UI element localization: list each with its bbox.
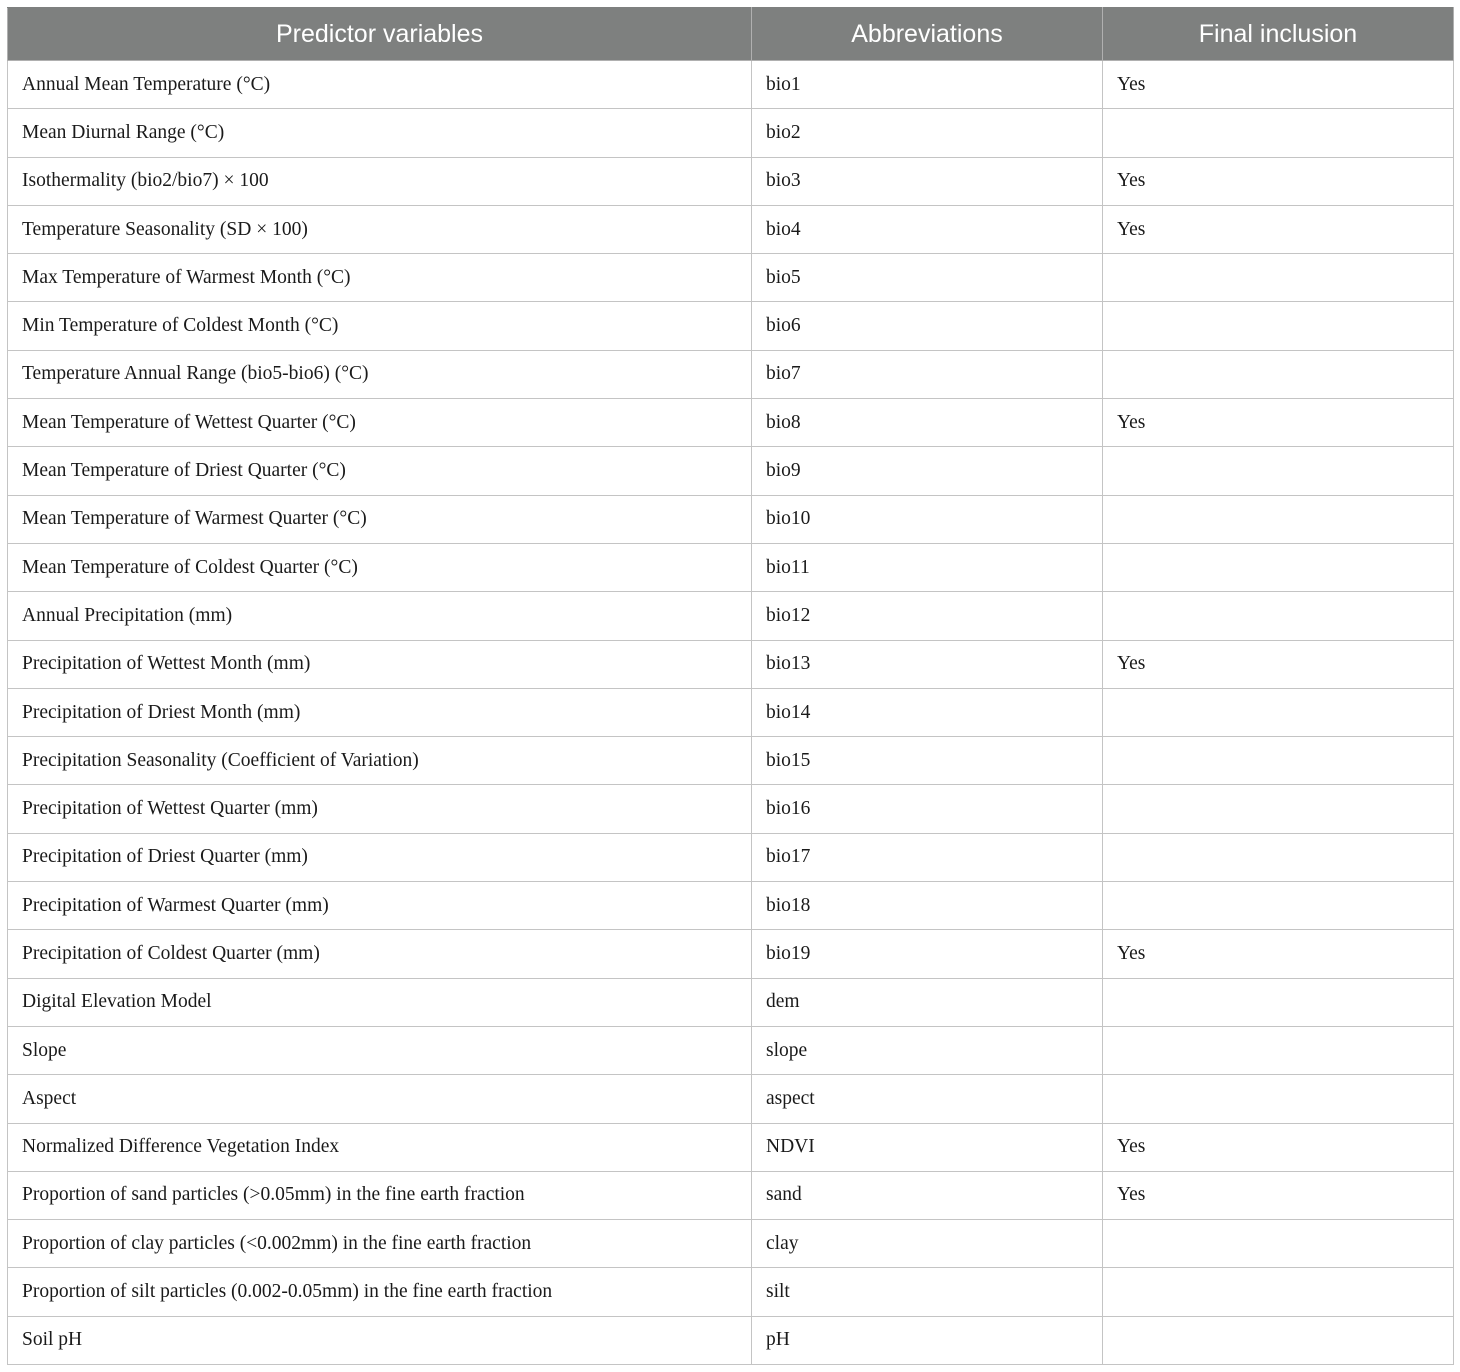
- cell-abbreviation: clay: [752, 1220, 1103, 1268]
- cell-abbreviation: aspect: [752, 1075, 1103, 1123]
- cell-final-inclusion: [1103, 978, 1454, 1026]
- cell-predictor-variable: Min Temperature of Coldest Month (°C): [8, 302, 752, 350]
- cell-predictor-variable: Proportion of silt particles (0.002-0.05mm) in the fine earth fraction: [8, 1268, 752, 1316]
- cell-abbreviation: bio11: [752, 543, 1103, 591]
- cell-predictor-variable: Precipitation of Warmest Quarter (mm): [8, 882, 752, 930]
- table-row: [8, 640, 1454, 688]
- table-row: [8, 688, 1454, 736]
- cell-predictor-variable: Proportion of clay particles (<0.002mm) in the fine earth fraction: [8, 1220, 752, 1268]
- table-row: [8, 978, 1454, 1026]
- cell-final-inclusion: Yes: [1103, 205, 1454, 253]
- cell-final-inclusion: [1103, 109, 1454, 157]
- cell-predictor-variable: Soil pH: [8, 1316, 752, 1364]
- cell-abbreviation: slope: [752, 1026, 1103, 1074]
- cell-predictor-variable: Aspect: [8, 1075, 752, 1123]
- cell-predictor-variable: Annual Precipitation (mm): [8, 592, 752, 640]
- table-row: [8, 1220, 1454, 1268]
- cell-abbreviation: bio14: [752, 688, 1103, 736]
- cell-predictor-variable: Temperature Seasonality (SD × 100): [8, 205, 752, 253]
- cell-abbreviation: NDVI: [752, 1123, 1103, 1171]
- cell-abbreviation: dem: [752, 978, 1103, 1026]
- cell-final-inclusion: [1103, 254, 1454, 302]
- table-row: [8, 930, 1454, 978]
- cell-abbreviation: bio8: [752, 399, 1103, 447]
- cell-predictor-variable: Normalized Difference Vegetation Index: [8, 1123, 752, 1171]
- table-row: [8, 254, 1454, 302]
- header-abbreviations: Abbreviations: [752, 8, 1103, 61]
- cell-abbreviation: bio16: [752, 785, 1103, 833]
- cell-final-inclusion: [1103, 350, 1454, 398]
- cell-abbreviation: bio7: [752, 350, 1103, 398]
- cell-abbreviation: silt: [752, 1268, 1103, 1316]
- table-row: [8, 882, 1454, 930]
- table-row: [8, 109, 1454, 157]
- table-row: [8, 447, 1454, 495]
- cell-final-inclusion: [1103, 785, 1454, 833]
- cell-final-inclusion: Yes: [1103, 1171, 1454, 1219]
- cell-abbreviation: bio15: [752, 737, 1103, 785]
- table-row: [8, 1123, 1454, 1171]
- header-row: [8, 8, 1454, 61]
- cell-abbreviation: bio9: [752, 447, 1103, 495]
- cell-abbreviation: bio17: [752, 833, 1103, 881]
- cell-predictor-variable: Isothermality (bio2/bio7) × 100: [8, 157, 752, 205]
- table-row: [8, 157, 1454, 205]
- table-row: [8, 737, 1454, 785]
- cell-final-inclusion: [1103, 302, 1454, 350]
- table-row: [8, 543, 1454, 591]
- cell-predictor-variable: Max Temperature of Warmest Month (°C): [8, 254, 752, 302]
- table-row: [8, 399, 1454, 447]
- cell-final-inclusion: [1103, 592, 1454, 640]
- cell-predictor-variable: Precipitation of Coldest Quarter (mm): [8, 930, 752, 978]
- table-row: [8, 495, 1454, 543]
- cell-predictor-variable: Precipitation of Wettest Quarter (mm): [8, 785, 752, 833]
- table-row: [8, 1171, 1454, 1219]
- table-row: [8, 785, 1454, 833]
- predictor-variables-table: [7, 7, 1454, 1365]
- cell-abbreviation: pH: [752, 1316, 1103, 1364]
- cell-abbreviation: bio3: [752, 157, 1103, 205]
- cell-abbreviation: bio18: [752, 882, 1103, 930]
- table-header: [8, 8, 1454, 61]
- header-final-inclusion: Final inclusion: [1103, 8, 1454, 61]
- table-row: [8, 1075, 1454, 1123]
- cell-predictor-variable: Mean Temperature of Coldest Quarter (°C): [8, 543, 752, 591]
- cell-abbreviation: bio1: [752, 61, 1103, 109]
- cell-final-inclusion: Yes: [1103, 61, 1454, 109]
- cell-predictor-variable: Precipitation Seasonality (Coefficient of Variation): [8, 737, 752, 785]
- cell-final-inclusion: [1103, 688, 1454, 736]
- cell-abbreviation: bio5: [752, 254, 1103, 302]
- table-row: [8, 350, 1454, 398]
- cell-predictor-variable: Slope: [8, 1026, 752, 1074]
- cell-predictor-variable: Precipitation of Driest Quarter (mm): [8, 833, 752, 881]
- cell-final-inclusion: Yes: [1103, 157, 1454, 205]
- table-row: [8, 205, 1454, 253]
- cell-final-inclusion: [1103, 1026, 1454, 1074]
- cell-abbreviation: bio6: [752, 302, 1103, 350]
- table-row: [8, 592, 1454, 640]
- cell-abbreviation: bio13: [752, 640, 1103, 688]
- cell-abbreviation: bio2: [752, 109, 1103, 157]
- cell-predictor-variable: Mean Temperature of Driest Quarter (°C): [8, 447, 752, 495]
- table-container: [7, 7, 1453, 1365]
- table-row: [8, 302, 1454, 350]
- cell-final-inclusion: [1103, 543, 1454, 591]
- cell-predictor-variable: Precipitation of Wettest Month (mm): [8, 640, 752, 688]
- cell-predictor-variable: Precipitation of Driest Month (mm): [8, 688, 752, 736]
- header-predictor-variables: Predictor variables: [8, 8, 752, 61]
- table-body: [8, 61, 1454, 1365]
- cell-abbreviation: sand: [752, 1171, 1103, 1219]
- table-row: [8, 1026, 1454, 1074]
- cell-predictor-variable: Temperature Annual Range (bio5-bio6) (°C): [8, 350, 752, 398]
- cell-final-inclusion: Yes: [1103, 930, 1454, 978]
- cell-abbreviation: bio19: [752, 930, 1103, 978]
- cell-final-inclusion: Yes: [1103, 399, 1454, 447]
- table-row: [8, 61, 1454, 109]
- cell-final-inclusion: [1103, 1220, 1454, 1268]
- cell-abbreviation: bio12: [752, 592, 1103, 640]
- cell-abbreviation: bio10: [752, 495, 1103, 543]
- cell-final-inclusion: [1103, 737, 1454, 785]
- cell-predictor-variable: Digital Elevation Model: [8, 978, 752, 1026]
- cell-final-inclusion: [1103, 833, 1454, 881]
- cell-predictor-variable: Mean Temperature of Warmest Quarter (°C): [8, 495, 752, 543]
- cell-final-inclusion: [1103, 447, 1454, 495]
- cell-predictor-variable: Mean Temperature of Wettest Quarter (°C): [8, 399, 752, 447]
- cell-final-inclusion: [1103, 882, 1454, 930]
- cell-final-inclusion: [1103, 1075, 1454, 1123]
- table-row: [8, 1316, 1454, 1364]
- cell-predictor-variable: Mean Diurnal Range (°C): [8, 109, 752, 157]
- cell-predictor-variable: Proportion of sand particles (>0.05mm) in the fine earth fraction: [8, 1171, 752, 1219]
- cell-final-inclusion: [1103, 495, 1454, 543]
- cell-final-inclusion: [1103, 1268, 1454, 1316]
- table-row: [8, 1268, 1454, 1316]
- cell-final-inclusion: Yes: [1103, 1123, 1454, 1171]
- cell-abbreviation: bio4: [752, 205, 1103, 253]
- cell-final-inclusion: Yes: [1103, 640, 1454, 688]
- table-row: [8, 833, 1454, 881]
- cell-final-inclusion: [1103, 1316, 1454, 1364]
- cell-predictor-variable: Annual Mean Temperature (°C): [8, 61, 752, 109]
